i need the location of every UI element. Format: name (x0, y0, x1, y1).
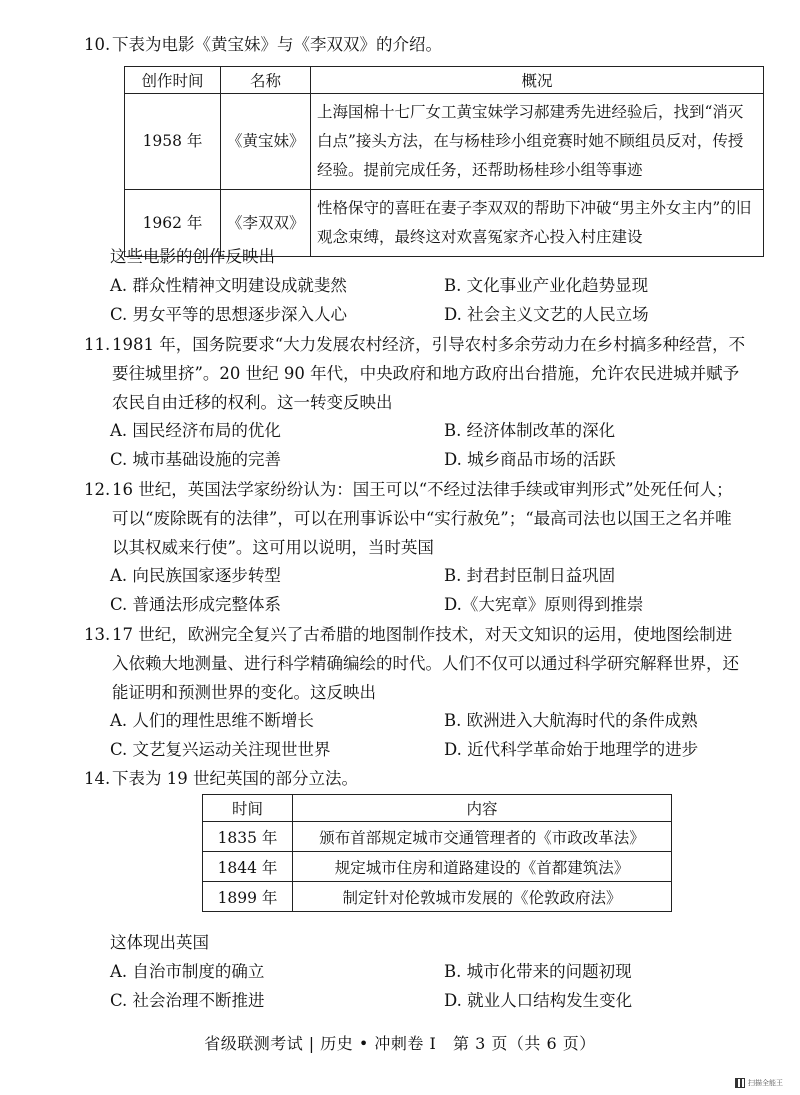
option-d: D. 城乡商品市场的活跃 (444, 450, 616, 469)
table-header-row (125, 67, 764, 94)
table-header: 名称 (221, 67, 311, 94)
question-stem: 1981 年，国务院要求“大力发展农村经济，引导农村多余劳动力在乡村搞多种经营，不要往城里挤”。20 世纪 90 年代，中央政府和地方政府出台措施，允许农民进城并赋予农民自由迁移的权利。这一转变反映出 (112, 335, 746, 412)
question-13 (86, 620, 748, 707)
question-lead: 这体现出英国 (110, 933, 209, 952)
table-cell: 1899 年 (203, 882, 293, 912)
option-a: A. 国民经济布局的优化 (110, 421, 281, 440)
table-row (203, 882, 672, 912)
option-a: A. 群众性精神文明建设成就斐然 (110, 276, 347, 295)
question-number: 12. (84, 480, 111, 499)
question-12 (86, 475, 748, 562)
scanner-watermark (735, 1078, 783, 1088)
option-c: C. 普通法形成完整体系 (110, 595, 282, 614)
table-cell: 《李双双》 (221, 190, 311, 257)
option-b: B. 欧洲进入大航海时代的条件成熟 (444, 711, 698, 730)
question-stem: 下表为电影《黄宝妹》与《李双双》的介绍。 (112, 35, 442, 54)
option-a: A. 人们的理性思维不断增长 (110, 711, 314, 730)
question-number: 11. (84, 335, 111, 354)
option-b: B. 封君封臣制日益巩固 (444, 566, 616, 585)
option-d: D. 就业人口结构发生变化 (444, 991, 633, 1010)
table-cell: 上海国棉十七厂女工黄宝妹学习郝建秀先进经验后，找到“消灭白点”接头方法，在与杨桂珍小组竞赛时她不顾组员反对，传授经验。提前完成任务，还帮助杨桂珍小组等事迹 (311, 94, 764, 190)
table-cell: 1958 年 (125, 94, 221, 190)
option-b: B. 城市化带来的问题初现 (444, 962, 632, 981)
question-10 (86, 30, 748, 59)
option-d: D. 社会主义文艺的人民立场 (444, 305, 649, 324)
table-cell: 1844 年 (203, 852, 293, 882)
option-a: A. 自治市制度的确立 (110, 962, 265, 981)
table-header: 概况 (311, 67, 764, 94)
question-number: 14. (84, 769, 111, 788)
table-cell: 《黄宝妹》 (221, 94, 311, 190)
table-cell: 制定针对伦敦城市发展的《伦敦政府法》 (293, 882, 672, 912)
table-cell: 性格保守的喜旺在妻子李双双的帮助下冲破“男主外女主内”的旧观念束缚，最终这对欢喜冤家齐心投入村庄建设 (311, 190, 764, 257)
question-stem: 16 世纪，英国法学家纷纷认为：国王可以“不经过法律手续或审判形式”处死任何人；可以“废除既有的法律”，可以在刑事诉讼中“实行赦免”；“最高司法也以国王之名并唯以其权威来行使”。这可用以说明，当时英国 (112, 480, 733, 557)
table-row (203, 822, 672, 852)
film-table (124, 66, 764, 257)
table-header: 创作时间 (125, 67, 221, 94)
question-11 (86, 330, 748, 417)
watermark-text: 扫描全能王 (748, 1079, 783, 1087)
table-cell: 1962 年 (125, 190, 221, 257)
table-header: 时间 (203, 795, 293, 822)
table-row (125, 94, 764, 190)
option-a: A. 向民族国家逐步转型 (110, 566, 281, 585)
option-c: C. 社会治理不断推进 (110, 991, 265, 1010)
option-b: B. 文化事业产业化趋势显现 (444, 276, 649, 295)
option-c: C. 城市基础设施的完善 (110, 450, 282, 469)
option-c: C. 文艺复兴运动关注现世世界 (110, 740, 331, 759)
qr-code-icon (735, 1078, 745, 1088)
page-footer: 省级联测考试 | 历史 • 冲刺卷 Ⅰ 第 3 页（共 6 页） (204, 1034, 596, 1053)
option-c: C. 男女平等的思想逐步深入人心 (110, 305, 348, 324)
question-stem: 下表为 19 世纪英国的部分立法。 (112, 769, 358, 788)
question-number: 13. (84, 625, 111, 644)
table-cell: 颁布首部规定城市交通管理者的《市政改革法》 (293, 822, 672, 852)
option-b: B. 经济体制改革的深化 (444, 421, 616, 440)
table-header: 内容 (293, 795, 672, 822)
table-cell: 规定城市住房和道路建设的《首都建筑法》 (293, 852, 672, 882)
legislation-table (202, 794, 672, 912)
option-d: D. 近代科学革命始于地理学的进步 (444, 740, 699, 759)
question-lead: 这些电影的创作反映出 (110, 247, 275, 266)
question-stem: 17 世纪，欧洲完全复兴了古希腊的地图制作技术，对天文知识的运用，使地图绘制进入依赖大地测量、进行科学精确编绘的时代。人们不仅可以通过科学研究解释世界，还能证明和预测世界的变化。这反映出 (112, 625, 739, 702)
table-header-row (203, 795, 672, 822)
table-row (203, 852, 672, 882)
table-cell: 1835 年 (203, 822, 293, 852)
option-d: D.《大宪章》原则得到推崇 (444, 595, 644, 614)
question-number: 10. (84, 35, 111, 54)
question-14 (86, 764, 748, 793)
